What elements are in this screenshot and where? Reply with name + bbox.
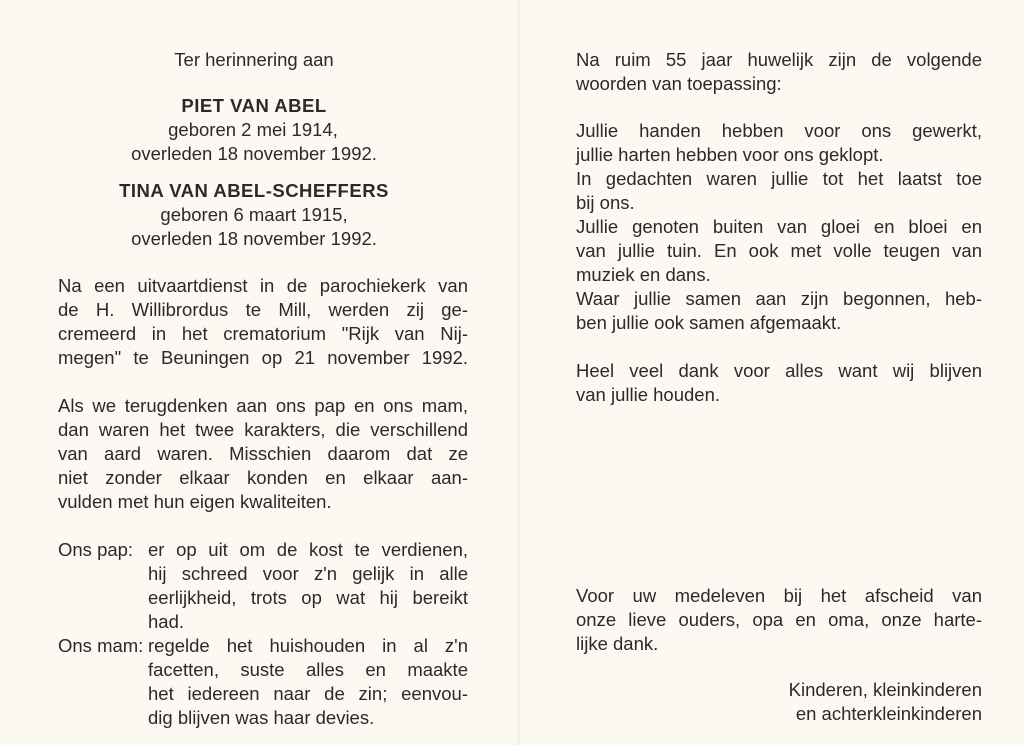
- mam-line: het iedereen naar de zin; eenvou-: [148, 683, 468, 704]
- memory-paragraph: [58, 394, 468, 514]
- mam-line: regelde het huishouden in al z'n: [148, 635, 468, 656]
- service-line: de H. Willibrordus te Mill, werden zij ge-: [58, 299, 468, 320]
- service-line: cremeerd in het crematorium "Rijk van Nij-: [58, 323, 468, 344]
- memory-line: van aard waren. Misschien daarom dat ze: [58, 443, 468, 464]
- pap-section: [58, 538, 468, 634]
- mam-section: [58, 634, 468, 730]
- pap-line: hij schreed voor z'n gelijk in alle: [148, 563, 468, 584]
- poem: [576, 119, 982, 335]
- pap-label: Ons pap:: [58, 539, 134, 560]
- person1-born: geboren 2 mei 1914,: [168, 119, 338, 140]
- poem-line: In gedachten waren jullie tot het laatst toe: [576, 168, 982, 189]
- person1-died: overleden 18 november 1992.: [131, 143, 377, 164]
- poem-line: Jullie handen hebben voor ons gewerkt,: [576, 120, 982, 141]
- service-line: Na een uitvaartdienst in de parochiekerk van: [58, 275, 468, 296]
- gratitude-line: Voor uw medeleven bij het afscheid van: [576, 585, 982, 606]
- poem-line: jullie harten hebben voor ons geklopt.: [576, 144, 884, 165]
- person1-name: PIET VAN ABEL: [181, 95, 327, 116]
- person2-block: [58, 179, 468, 251]
- person2-name: TINA VAN ABEL-SCHEFFERS: [119, 180, 389, 201]
- person2-born: geboren 6 maart 1915,: [160, 204, 348, 225]
- memory-line: Als we terugdenken aan ons pap en ons mam,: [58, 395, 468, 416]
- mam-text: [148, 634, 468, 730]
- poem-line: bij ons.: [576, 192, 635, 213]
- thanks-line: Heel veel dank voor alles want wij blijven: [576, 360, 982, 381]
- mam-line: facetten, suste alles en maakte: [148, 659, 468, 680]
- signature-line: en achterkleinkinderen: [795, 703, 982, 724]
- signature-line: Kinderen, kleinkinderen: [788, 679, 982, 700]
- memory-line: vulden met hun eigen kwaliteiten.: [58, 491, 332, 512]
- mam-line: dig blijven was haar devies.: [148, 707, 375, 728]
- poem-line: muziek en dans.: [576, 264, 711, 285]
- gratitude-line: onze lieve ouders, opa en oma, onze harte-: [576, 609, 982, 630]
- pap-line: had.: [148, 611, 185, 632]
- service-line: megen" te Beuningen op 21 november 1992.: [58, 347, 468, 368]
- thanks-line: van jullie houden.: [576, 384, 720, 405]
- service-paragraph: [58, 274, 468, 370]
- right-intro: [576, 48, 982, 96]
- pap-line: eerlijkheid, trots op wat hij bereikt: [148, 587, 468, 608]
- poem-line: Waar jullie samen aan zijn begonnen, heb-: [576, 288, 982, 309]
- signature: [700, 678, 982, 726]
- poem-line: van jullie tuin. En ook met volle teugen van: [576, 240, 982, 261]
- gratitude-line: lijke dank.: [576, 633, 659, 654]
- right-intro-line: woorden van toepassing:: [576, 73, 782, 94]
- thanks-paragraph: [576, 359, 982, 407]
- person2-died: overleden 18 november 1992.: [131, 228, 377, 249]
- poem-line: Jullie genoten buiten van gloei en bloei en: [576, 216, 982, 237]
- memory-line: niet zonder elkaar konden en elkaar aan-: [58, 467, 468, 488]
- pap-line: er op uit om de kost te verdienen,: [148, 539, 468, 560]
- right-page: [576, 48, 982, 407]
- poem-line: ben jullie ook samen afgemaakt.: [576, 312, 842, 333]
- intro-text: Ter herinnering aan: [174, 49, 334, 70]
- mam-label: Ons mam:: [58, 635, 144, 656]
- pap-text: [148, 538, 468, 634]
- gratitude-paragraph: [576, 584, 982, 656]
- right-intro-line: Na ruim 55 jaar huwelijk zijn de volgende: [576, 49, 982, 70]
- left-page: [58, 48, 468, 730]
- person1-block: [58, 94, 468, 166]
- card-fold: [518, 0, 520, 745]
- memory-line: dan waren het twee karakters, die verschillend: [58, 419, 468, 440]
